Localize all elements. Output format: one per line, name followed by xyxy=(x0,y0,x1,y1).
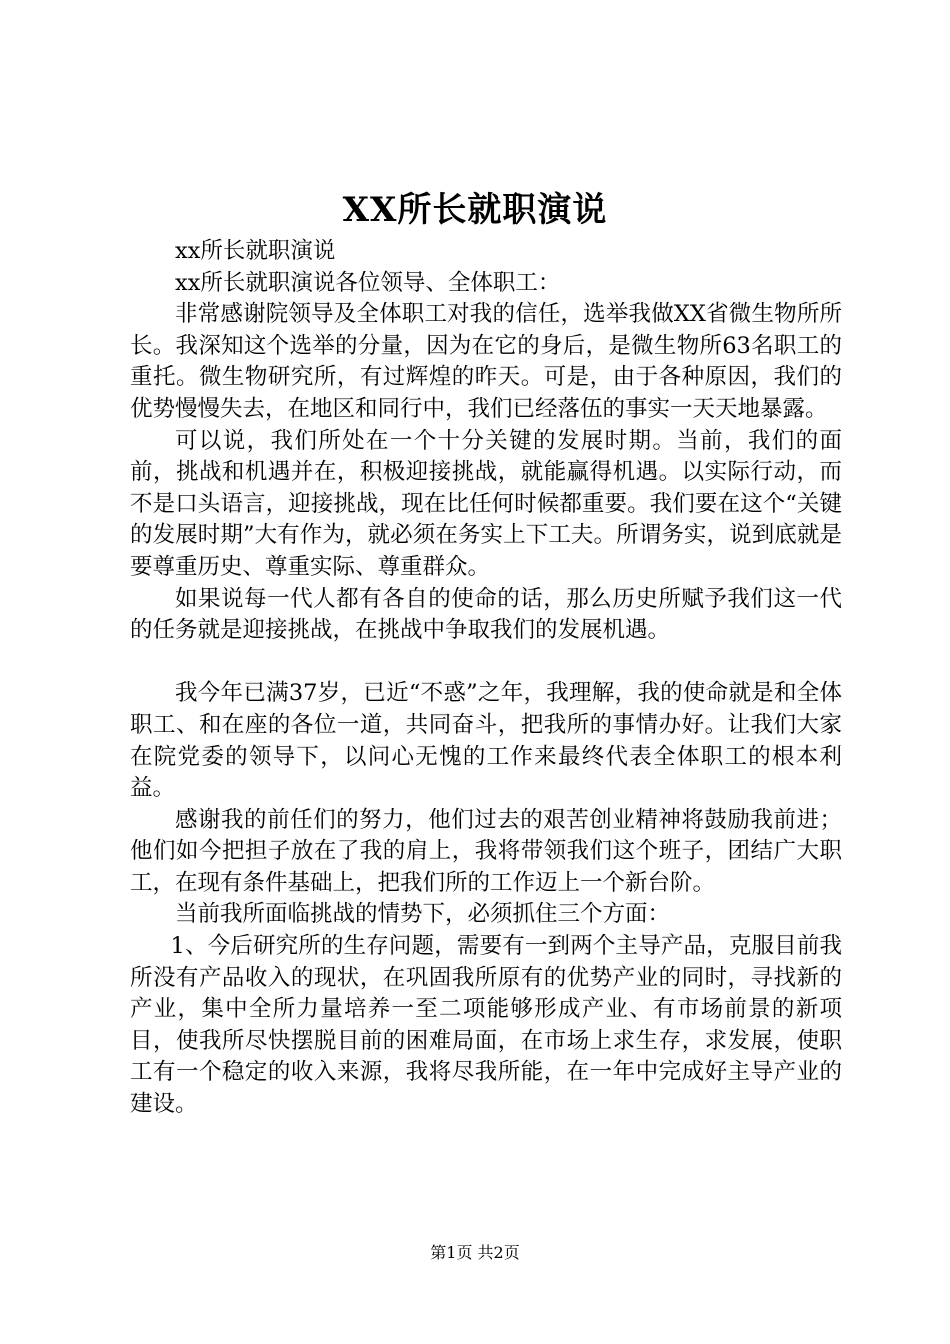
document-title: XX所长就职演说 xyxy=(342,190,608,230)
page-number-footer: 第1页 共2页 xyxy=(430,1243,520,1262)
paragraph-salutation: xx所长就职演说各位领导、全体职工： xyxy=(175,269,561,296)
paragraph-predecessors: 感谢我的前任们的努力，他们过去的艰苦创业精神将鼓励我前进；他们如今把担子放在了我的肩上，我将带领我们这个班子，团结广大职工，在现有条件基础上，把我们所的工作迈上一个新台阶。 xyxy=(130,806,842,896)
paragraph-personal: 我今年已满37岁，已近“不惑”之年，我理解，我的使命就是和全体职工、和在座的各位一道，共同奋斗，把我所的事情办好。让我们大家在院党委的领导下，以问心无愧的工作来最终代表全体职工的根本利益。 xyxy=(130,680,842,802)
paragraph-item-1: 1、今后研究所的生存问题，需要有一到两个主导产品，克服目前我所没有产品收入的现状，在巩固我所原有的优势产业的同时，寻找新的产业，集中全所力量培养一至二项能够形成产业、有市场前景的新项目，使我所尽快摆脱目前的困难局面，在市场上求生存，求发展，使职工有一个稳定的收入来源，我将尽我所能，在一年中完成好主导产业的建设。 xyxy=(130,933,842,1118)
paragraph-key-period: 可以说，我们所处在一个十分关键的发展时期。当前，我们的面前，挑战和机遇并在，积极迎接挑战，就能赢得机遇。以实际行动，而不是口头语言，迎接挑战，现在比任何时候都重要。我们要在这个“关键的发展时期”大有作为，就必须在务实上下工夫。所谓务实，说到底就是要尊重历史、尊重实际、尊重群众。 xyxy=(130,427,842,580)
paragraph-mission: 如果说每一代人都有各自的使命的话，那么历史所赋予我们这一代的任务就是迎接挑战，在挑战中争取我们的发展机遇。 xyxy=(130,585,842,644)
paragraph-gratitude: 非常感谢院领导及全体职工对我的信任，选举我做XX省微生物所所长。我深知这个选举的分量，因为在它的身后，是微生物所63名职工的重托。微生物研究所，有过辉煌的昨天。可是，由于各种原因，我们的优势慢慢失去，在地区和同行中，我们已经落伍的事实一天天地暴露。 xyxy=(130,301,842,422)
paragraph-three-aspects: 当前我所面临挑战的情势下，必须抓住三个方面： xyxy=(175,901,671,928)
paragraph-subtitle: xx所长就职演说 xyxy=(175,238,336,264)
document-body xyxy=(130,236,842,1121)
